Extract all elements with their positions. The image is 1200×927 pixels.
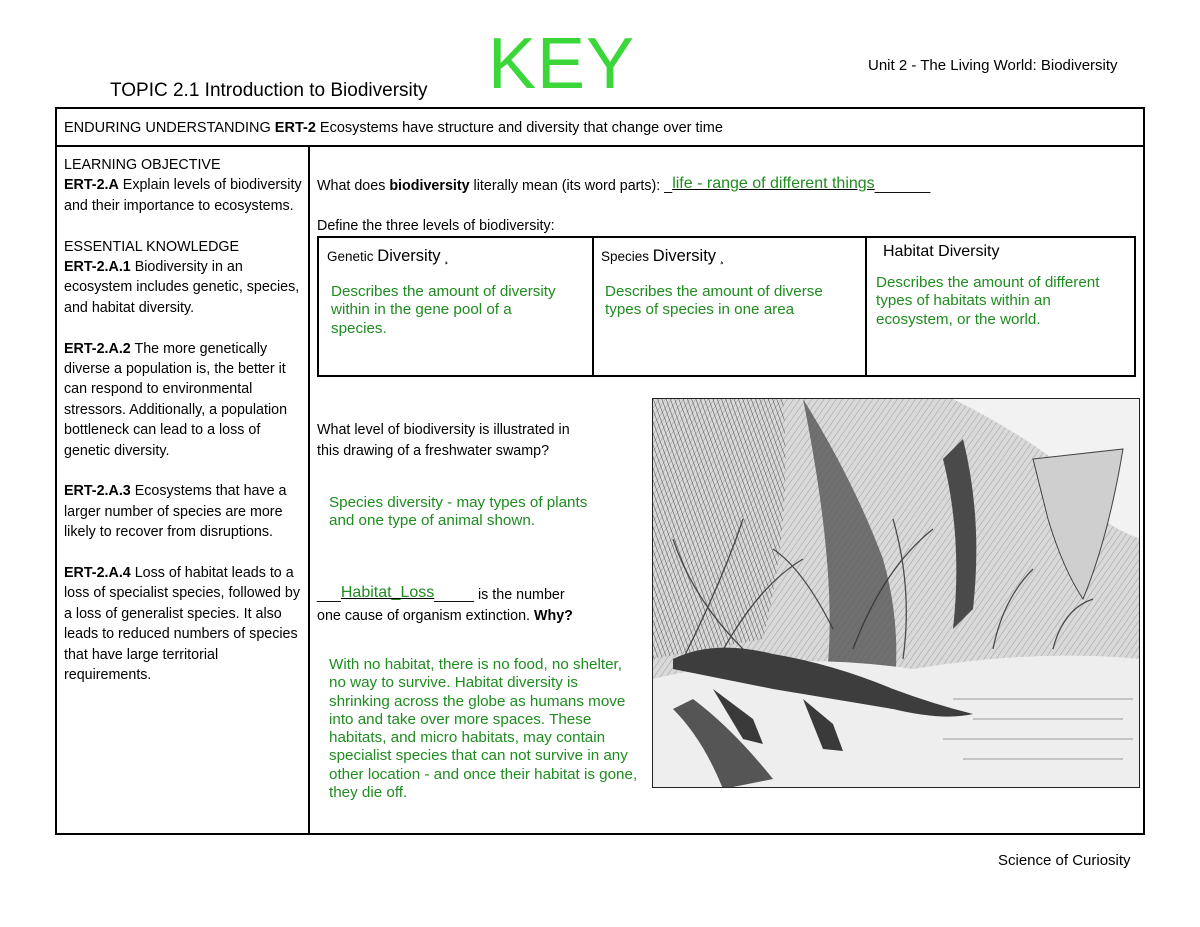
levels-table xyxy=(317,236,1136,377)
q1-before: What does xyxy=(317,178,390,194)
level-label-big: Diversity xyxy=(377,247,441,265)
q1-blank-right: _______ xyxy=(874,178,931,194)
ek-text: Biodiversity in an ecosystem includes genetic, species, and habitat diversity. xyxy=(64,259,300,316)
essential-knowledge-4 xyxy=(64,563,302,685)
worksheet-table xyxy=(55,107,1145,835)
ek-code: ERT-2.A.4 xyxy=(64,565,131,582)
question-swamp-level xyxy=(317,420,570,462)
ek-text: Ecosystems that have a larger number of species are more likely to recover from disruptions. xyxy=(64,483,287,541)
level-cell-species xyxy=(592,238,865,375)
enduring-prefix: ENDURING UNDERSTANDING xyxy=(64,120,275,136)
learning-objective xyxy=(64,155,302,216)
level-heading xyxy=(601,247,724,266)
level-label-big: Habitat Diversity xyxy=(883,243,1000,260)
q1-after: literally mean (its word parts): xyxy=(469,178,665,194)
level-cell-genetic xyxy=(319,238,592,375)
q4-line2: one cause of organism extinction. xyxy=(317,608,534,624)
q4-blank-left: ___ xyxy=(317,587,341,603)
q1-bold: biodiversity xyxy=(389,178,470,194)
answer-extinction-why: With no habitat, there is no food, no shelter, no way to survive. Habitat diversity is shrinking across the globe as humans move into and take over more spaces. These habitats, and micro habitats, may contain specialist species that can not survive in any other location - and once their habitat is gone, they die off. xyxy=(329,656,638,802)
level-description: Describes the amount of diversity within in the gene pool of a species. xyxy=(331,283,556,337)
unit-label: Unit 2 - The Living World: Biodiversity xyxy=(868,57,1118,74)
enduring-text: Ecosystems have structure and diversity that change over time xyxy=(315,120,723,136)
level-heading xyxy=(327,247,449,266)
enduring-code: ERT-2 xyxy=(274,120,316,136)
q1-blank-left: _ xyxy=(664,178,673,194)
level-description: Describes the amount of diverse types of species in one area xyxy=(605,283,823,319)
answer-swamp-level: Species diversity - may types of plants and one type of animal shown. xyxy=(329,494,588,530)
q4-blank-right: _____ xyxy=(434,587,475,603)
ek-code: ERT-2.A.3 xyxy=(64,483,131,500)
essential-knowledge-3 xyxy=(64,481,302,542)
swamp-illustration xyxy=(653,399,1140,788)
q3-line1: What level of biodiversity is illustrated in xyxy=(317,422,570,438)
topic-title: TOPIC 2.1 Introduction to Biodiversity xyxy=(110,80,428,101)
q1-answer: life - range of different things xyxy=(672,175,875,192)
lo-text: Explain levels of biodiversity and their importance to ecosystems. xyxy=(64,177,302,214)
lo-code: ERT-2.A xyxy=(64,177,119,194)
level-label-small: Species xyxy=(601,249,653,264)
ek-code: ERT-2.A.2 xyxy=(64,340,131,357)
objectives-column xyxy=(57,147,310,833)
ek-text: The more genetically diverse a population is, the better it can respond to environmental stressors. Additionally, a population bottleneck can lead to a loss of genetic diversity. xyxy=(64,340,288,459)
level-label-small: Genetic xyxy=(327,249,378,264)
level-description: Describes the amount of different types of habitats within an ecosystem, or the world. xyxy=(876,274,1100,328)
ek-text: Loss of habitat leads to a loss of specialist species, followed by a loss of generalist species. It also leads to reduced numbers of species that have large territorial requirements. xyxy=(64,565,301,684)
q4-after: is the number xyxy=(474,587,565,603)
ek-code: ERT-2.A.1 xyxy=(64,259,131,276)
question-three-levels: Define the three levels of biodiversity: xyxy=(317,218,555,234)
level-tick: ¸ xyxy=(440,249,449,264)
ek-heading: ESSENTIAL KNOWLEDGE xyxy=(64,238,240,255)
q4-answer: Habitat_Loss xyxy=(340,584,435,601)
swamp-drawing xyxy=(652,398,1140,788)
questions-column xyxy=(310,147,1143,833)
level-tick: ¸ xyxy=(716,249,725,264)
level-label-big: Diversity xyxy=(652,247,717,265)
essential-knowledge-2 xyxy=(64,339,302,461)
q4-why: Why? xyxy=(533,608,573,624)
footer-label: Science of Curiosity xyxy=(998,852,1131,869)
key-stamp: KEY xyxy=(488,24,636,104)
essential-knowledge-1 xyxy=(64,237,302,319)
level-cell-habitat xyxy=(865,238,1134,375)
lo-heading: LEARNING OBJECTIVE xyxy=(64,157,221,173)
enduring-understanding-row xyxy=(57,109,1143,147)
level-heading xyxy=(883,243,999,261)
q3-line2: this drawing of a freshwater swamp? xyxy=(317,443,550,459)
question-extinction-cause xyxy=(317,584,573,627)
question-word-parts xyxy=(317,177,930,195)
